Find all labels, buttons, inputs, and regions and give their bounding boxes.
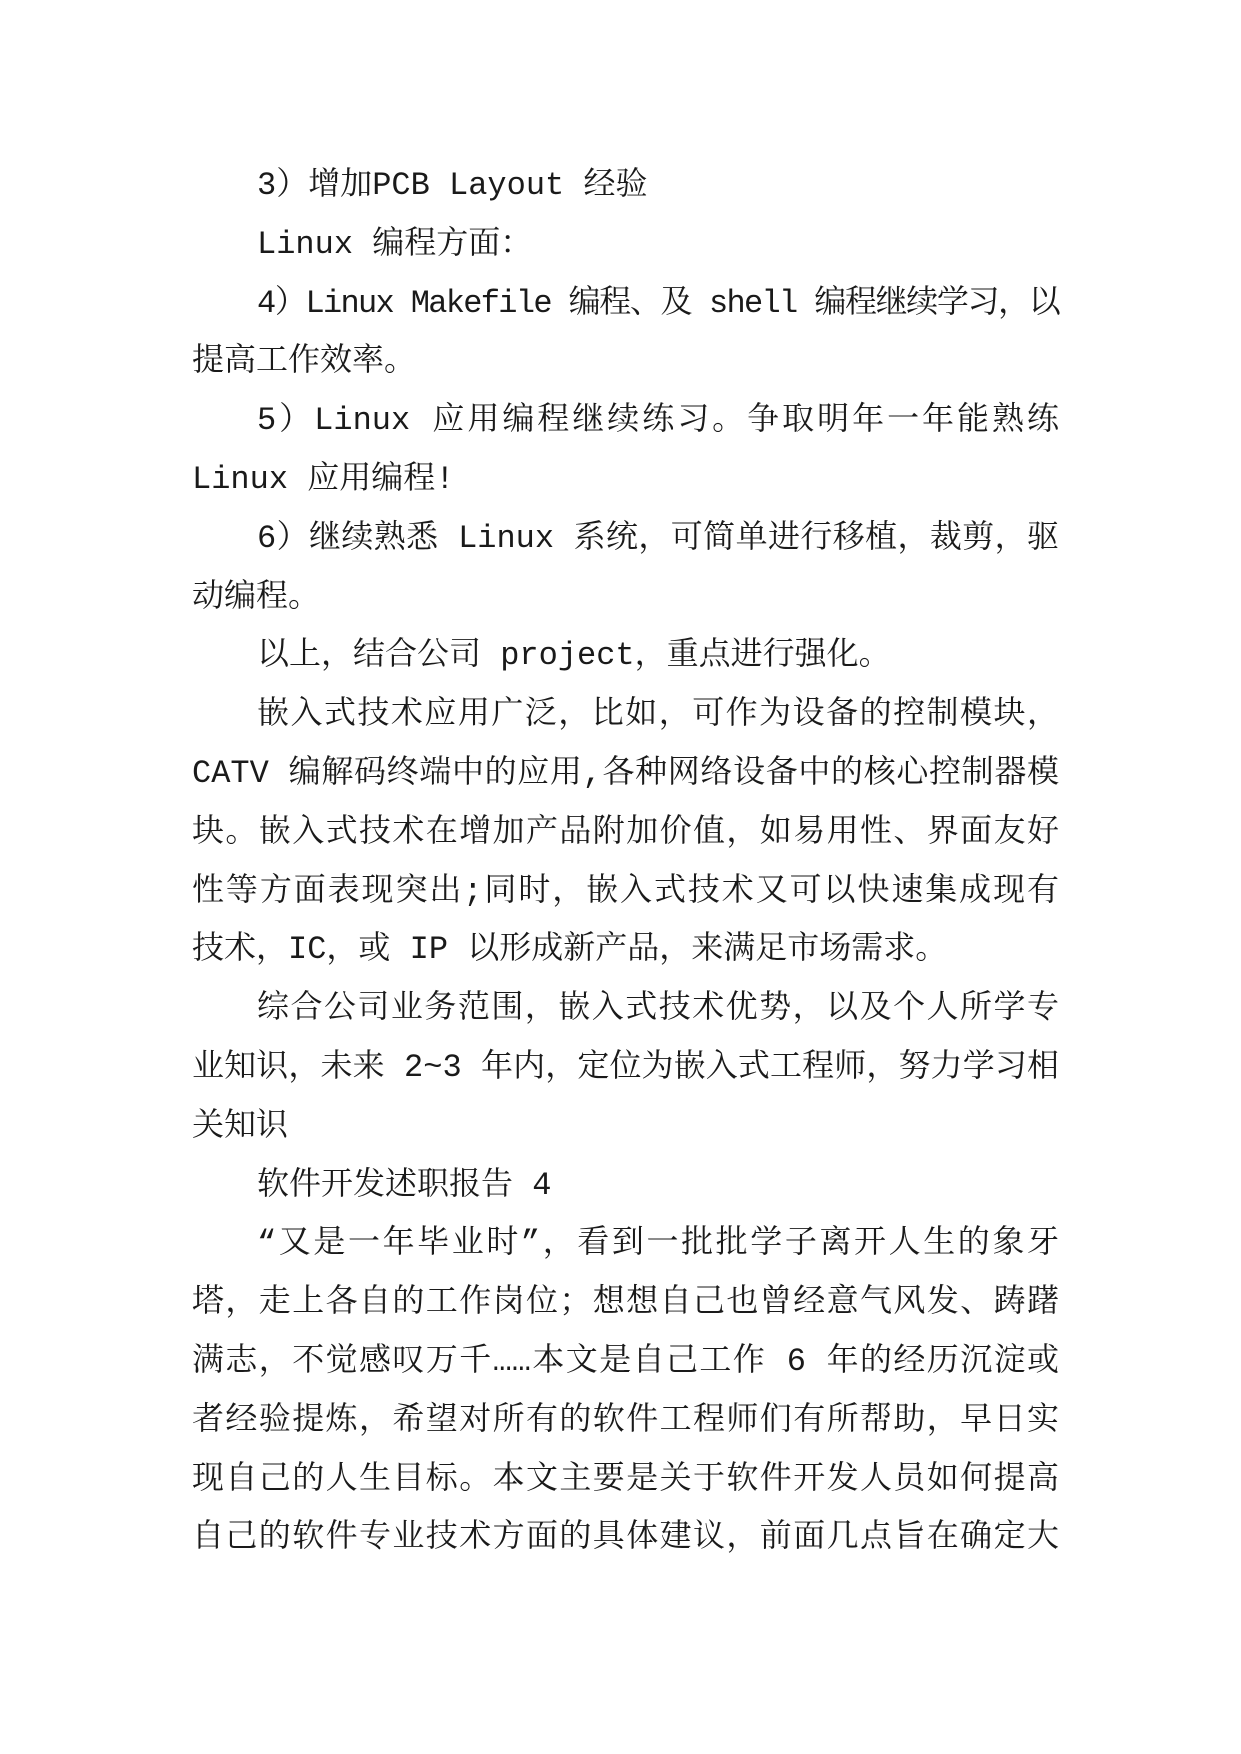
section-heading-text: 软件开发述职报告 4	[257, 1166, 552, 1204]
paragraph-line: Linux 编程方面：	[257, 225, 533, 263]
paragraph-line: 动编程。	[192, 578, 321, 616]
paragraph-line: 者经验提炼，希望对所有的软件工程师们有所帮助，早日实	[192, 1401, 1059, 1439]
paragraph-line: 以上，结合公司 project，重点进行强化。	[257, 637, 891, 675]
paragraph-line: 性等方面表现突出;同时，嵌入式技术又可以快速集成现有	[192, 872, 1059, 910]
paragraph-line: 6）继续熟悉 Linux 系统，可简单进行移植，裁剪，驱	[257, 519, 1059, 557]
text-column	[192, 157, 1059, 1568]
paragraph	[192, 216, 1059, 275]
paragraph	[192, 627, 1059, 686]
paragraph-line: 自己的软件专业技术方面的具体建议，前面几点旨在确定大	[192, 1519, 1059, 1557]
paragraph-line: CATV 编解码终端中的应用,各种网络设备中的核心控制器模	[192, 754, 1059, 792]
paragraph-line: 现自己的人生目标。本文主要是关于软件开发人员如何提高	[192, 1460, 1059, 1498]
paragraph-line: 技术，IC，或 IP 以形成新产品，来满足市场需求。	[192, 931, 948, 969]
paragraph	[192, 510, 1059, 628]
paragraph-line: 塔，走上各自的工作岗位；想想自己也曾经意气风发、踌躇	[192, 1284, 1059, 1322]
paragraph-line: 4）Linux Makefile 编程、及 shell 编程继续学习，以	[257, 284, 1059, 322]
paragraph-line: 块。嵌入式技术在增加产品附加价值，如易用性、界面友好	[192, 813, 1059, 851]
paragraph	[192, 275, 1059, 393]
paragraph	[192, 392, 1059, 510]
paragraph-line: “又是一年毕业时”，看到一批批学子离开人生的象牙	[257, 1225, 1059, 1263]
paragraph-line: 满志，不觉感叹万千……本文是自己工作 6 年的经历沉淀或	[192, 1342, 1059, 1380]
paragraph-line: 3）增加PCB Layout 经验	[257, 167, 648, 204]
section-heading	[192, 1157, 1059, 1216]
paragraph-line: Linux 应用编程!	[192, 460, 455, 498]
paragraph-line: 5）Linux 应用编程继续练习。争取明年一年能熟练	[257, 402, 1059, 440]
paragraph	[192, 686, 1059, 980]
paragraph	[192, 980, 1059, 1156]
paragraph-line: 提高工作效率。	[192, 343, 417, 381]
paragraph	[192, 1215, 1059, 1568]
paragraph-line: 综合公司业务范围，嵌入式技术优势，以及个人所学专	[257, 990, 1059, 1028]
paragraph-line: 关知识	[192, 1107, 289, 1145]
paragraph	[192, 157, 1059, 216]
paragraph-line: 嵌入式技术应用广泛，比如，可作为设备的控制模块，	[257, 696, 1059, 734]
paragraph-line: 业知识，未来 2~3 年内，定位为嵌入式工程师，努力学习相	[192, 1048, 1059, 1086]
